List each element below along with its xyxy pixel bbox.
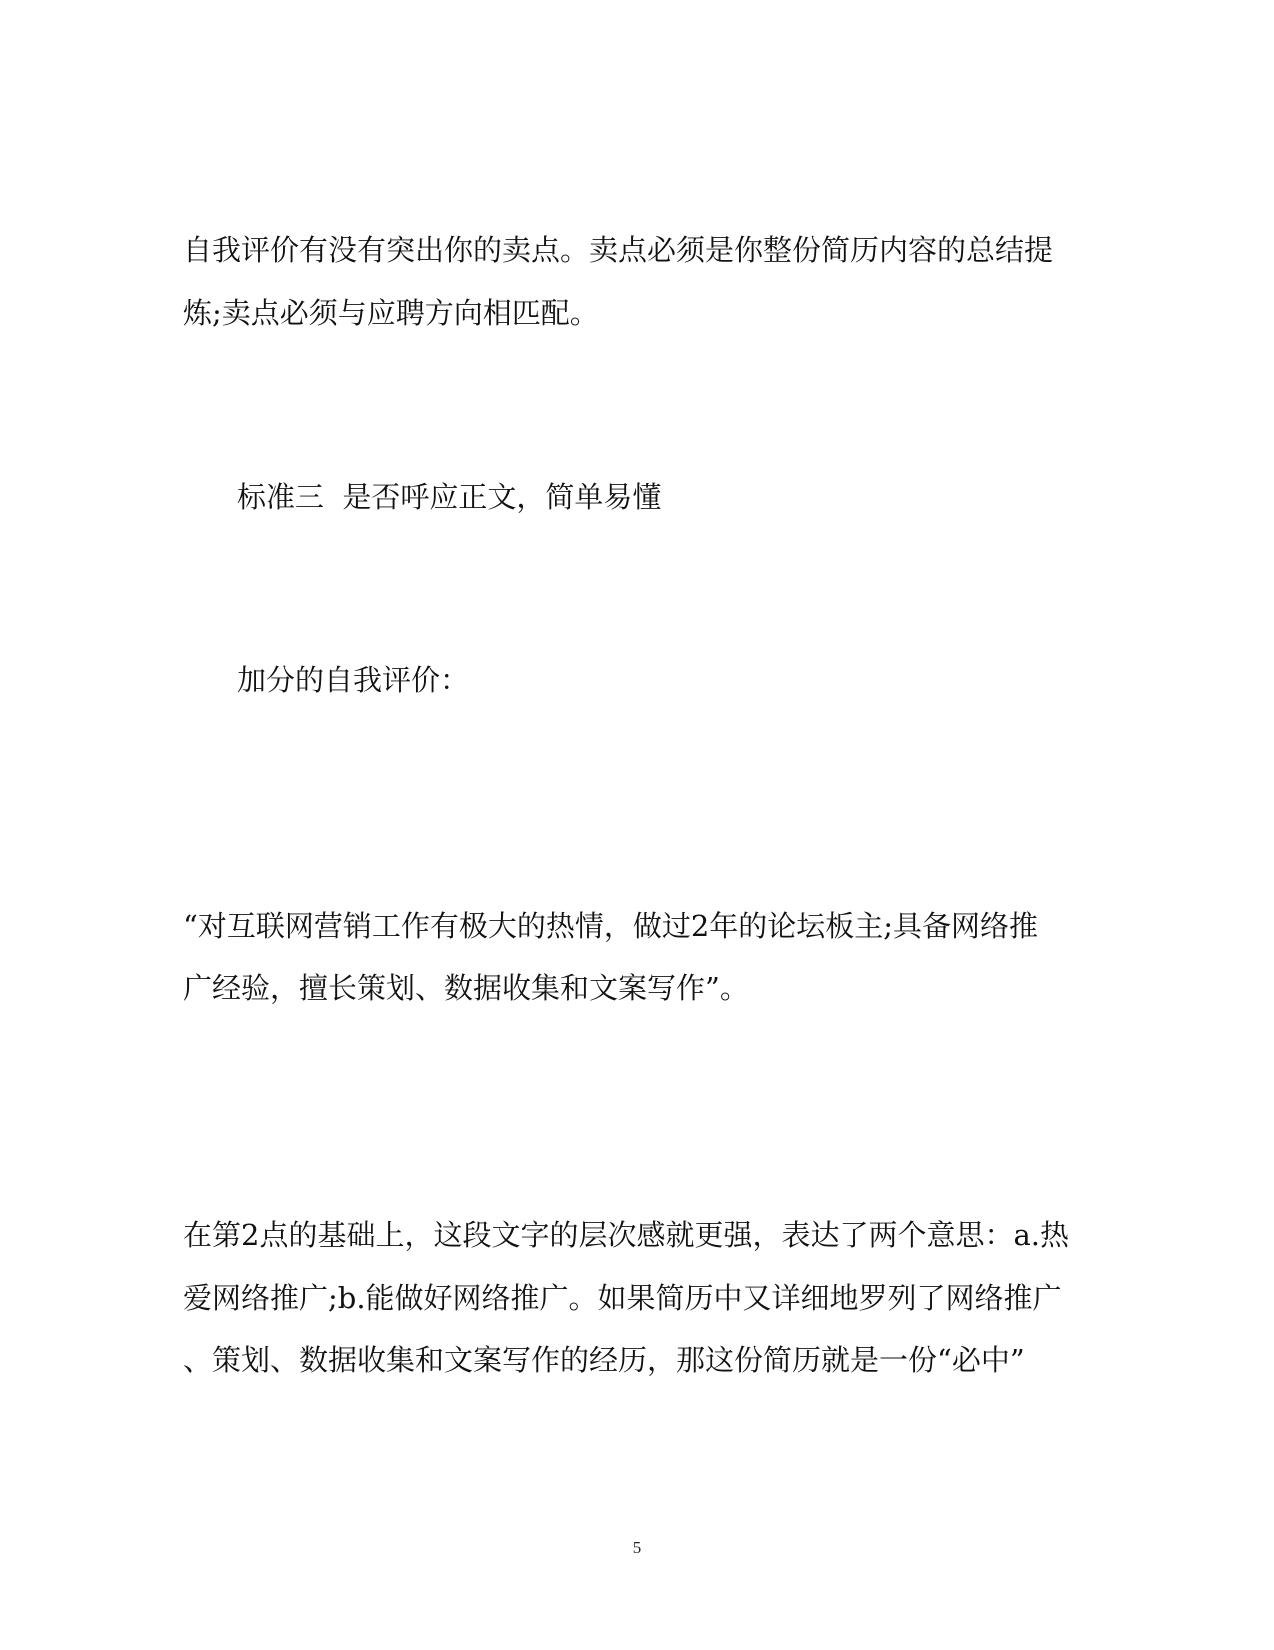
subheading: 加分的自我评价： (237, 663, 470, 697)
page-number: 5 (632, 1538, 642, 1557)
text-line: 广经验，擅长策划、数据收集和文案写作”。 (183, 971, 749, 1005)
text-line: 在第2点的基础上，这段文字的层次感就更强，表达了两个意思：a.热 (183, 1218, 1069, 1252)
text-line: 炼;卖点必须与应聘方向相匹配。 (183, 296, 599, 330)
text-line: “对互联网营销工作有极大的热情，做过2年的论坛板主;具备网络推 (183, 909, 1039, 943)
text-line: 、策划、数据收集和文案写作的经历，那这份简历就是一份“必中” (183, 1343, 1025, 1377)
section-heading: 标准三 是否呼应正文，简单易懂 (237, 480, 662, 514)
text-line: 爱网络推广;b.能做好网络推广。如果简历中又详细地罗列了网络推广 (183, 1281, 1062, 1315)
text-line: 自我评价有没有突出你的卖点。卖点必须是你整份简历内容的总结提 (183, 233, 1054, 267)
